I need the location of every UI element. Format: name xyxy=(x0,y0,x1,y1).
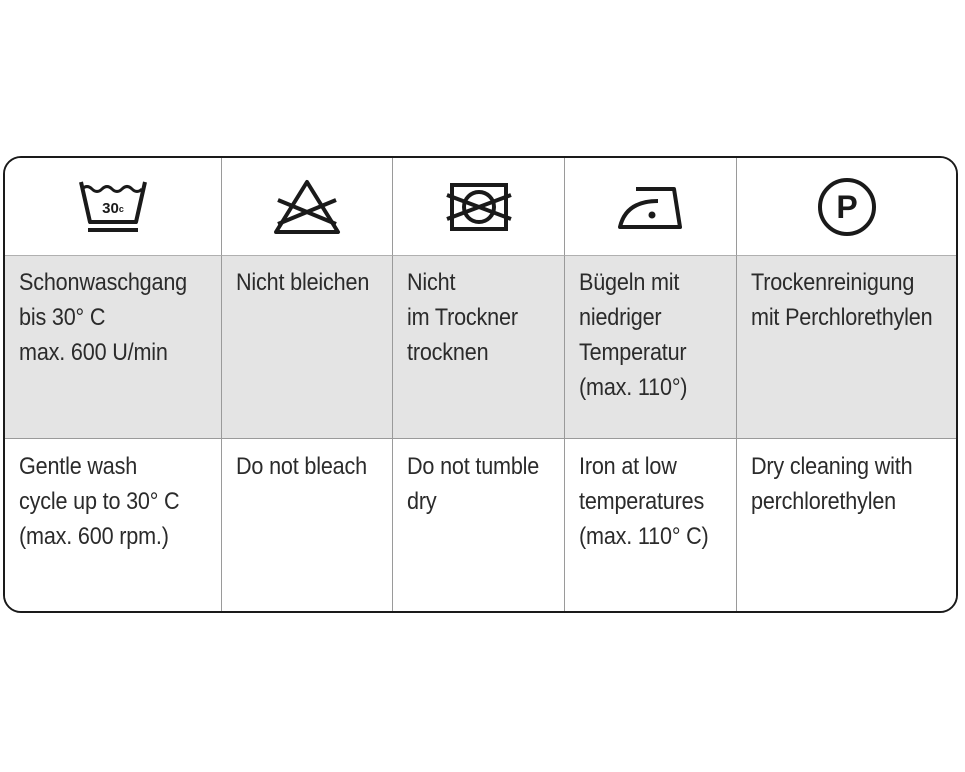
svg-text:P: P xyxy=(835,188,858,225)
german-text-cell xyxy=(392,255,564,438)
german-text-cell xyxy=(5,255,221,438)
english-text-cell xyxy=(5,438,221,611)
english-text-cell xyxy=(564,438,736,611)
dry-clean-cell xyxy=(736,158,956,255)
german-label: Nicht bleichen xyxy=(236,269,370,296)
iron-low-cell xyxy=(564,158,736,255)
german-text-cell xyxy=(221,255,392,438)
english-text-cell xyxy=(392,438,564,611)
do-not-tumble-dry-cell xyxy=(392,158,564,255)
german-label: Nicht im Trockner trocknen xyxy=(407,269,518,366)
care-instructions-table xyxy=(3,156,958,613)
wash-30-cell xyxy=(5,158,221,255)
wash-30-icon xyxy=(78,179,148,235)
svg-text:30c: 30c xyxy=(102,199,124,217)
do-not-bleach-icon xyxy=(272,178,342,236)
english-label: Do not tumble dry xyxy=(407,453,540,515)
dry-clean-p-icon xyxy=(816,176,878,238)
german-text-cell xyxy=(736,255,956,438)
english-text-cell xyxy=(221,438,392,611)
german-label: Trockenreinigung mit Perchlorethylen xyxy=(751,269,933,331)
do-not-tumble-dry-icon xyxy=(445,181,513,233)
do-not-bleach-cell xyxy=(221,158,392,255)
german-label: Schonwaschgang bis 30° C max. 600 U/min xyxy=(19,269,188,366)
english-label: Do not bleach xyxy=(236,453,367,480)
iron-low-icon xyxy=(616,181,686,233)
english-label: Dry cleaning with perchlorethylen xyxy=(751,453,913,515)
german-text-cell xyxy=(564,255,736,438)
english-text-cell xyxy=(736,438,956,611)
english-label: Iron at low temperatures (max. 110° C) xyxy=(579,453,709,550)
english-label: Gentle wash cycle up to 30° C (max. 600 rpm.) xyxy=(19,453,180,550)
german-label: Bügeln mit niedriger Temperatur (max. 110°) xyxy=(579,269,688,401)
